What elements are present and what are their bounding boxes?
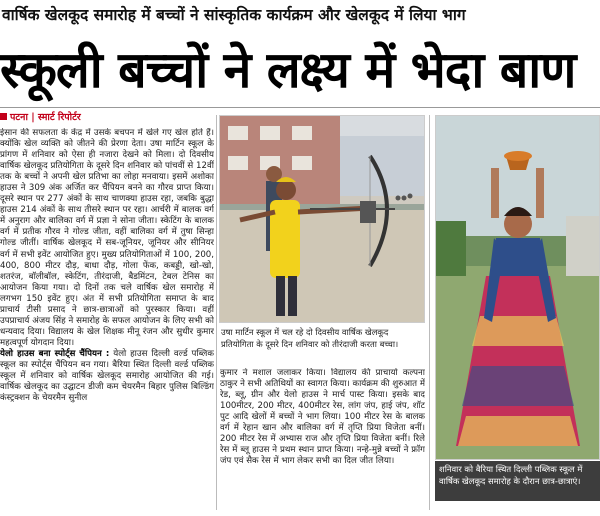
- archery-photo-illustration: [220, 116, 425, 323]
- headline-divider: [0, 107, 600, 108]
- column-divider: [429, 115, 430, 510]
- article-subhead: येलो हाउस बना स्पोर्ट्स चैंपियन :: [0, 348, 110, 359]
- article-paragraph-2: [0, 349, 214, 404]
- article-paragraph-3: कुमार ने मशाल जलाकर किया। विद्यालय की प्राचार्या कल्पना ठाकुर ने सभी अतिथियों का स्वागत किया। कार्यक्रम की शुरुआत में रेड, ब्लू, ग्रीन और येलो हाउस ने मार्च पास्ट किया। इसके बाद 100मीटर, 200 मीटर, 400मीटर रेस, लांग जंप, हाई जंप, शॉट पुट आदि खेलों में बच्चों ने भाग लिया। 100 मीटर रेस के बालक वर्ग में रेहान खान और बालिका वर्ग में तृप्ति प्रिया विजेता बनीं। 200 मीटर रेस में अभ्यास राज और तृप्ति प्रिया विजेता बनीं। रिले रेस में ब्लू हाउस ने प्रथम स्थान प्राप्त किया। नन्हे-मुन्ने बच्चों ने फ्रॉग जंप एवं सैक रेस में भाग लेकर सभी का दिल जीत लिया।: [220, 368, 425, 467]
- article-paragraph-1: ईसान की सफलता के केंद्र में उसके बचपन में खेले गए खेल होते हैं। क्योंकि खेल व्यक्ति को जीतने की प्रेरणा देता। उषा मार्टिन स्कूल के प्रांगण में शनिवार को ऐसा ही नजारा देखने को मिला। दो दिवसीय वार्षिक खेलकूद प्रतियोगिता के दूसरे दिन शनिवार को पांचवीं से 12वीं तक के बच्चों ने अपनी खेल प्रतिभा का लोहा मनवाया। इसमें अशोका हाउस ने 309 अंक अर्जित कर चैंपियन बनने का गौरव प्राप्त किया। दूसरे स्थान पर 277 अंकों के साथ चाणक्या हाउस रहा, जबकि बुद्धा हाउस 214 अंकों के साथ तीसरे स्थान पर रहा। आर्चरी में बालक वर्ग में अनुराग और बालिका वर्ग में प्रज्ञा ने सोना जीता। स्केटिंग के बालक वर्ग में प्रतीक गौरव ने गोल्ड जीता, वहीं बालिका वर्ग में तुषा सिन्हा गोल्ड जीतीं। वार्षिक खेलकूद में सब-जूनियर, जूनियर और सीनियर वर्ग में सभी इवेंट आयोजित हुए। मुख्य प्रतियोगिताओं में 100, 200, 400, 800 मीटर दौड़, बाधा दौड़, गोला फेंक, कबड्डी, खो-खो, शतरंज, बॉलीबॉल, स्केटिंग, तीरंदाजी, बैडमिंटन, टेबल टेनिस का आयोजन किया गया। दो दिनों तक चले वार्षिक खेल समारोह में लगभग 150 इवेंट हुए। अंत में सभी प्रतियोगिता समाप्त के बाद प्राचार्य टीसी प्रसाद ने छात्र-छात्राओं को पुरस्कार किया। वहीं उपप्राचार्य अंजय सिंह ने समारोह के सफल आयोजन के लिए सभी को धन्यवाद दिया। विद्यालय के खेल शिक्षक मीनू रंजन और सुधीर कुमार महत्वपूर्ण योगदान दिया।: [0, 128, 214, 348]
- article-column-2: [220, 368, 425, 500]
- column-divider: [216, 115, 217, 510]
- cultural-dance-photo-illustration: [436, 116, 600, 460]
- dateline-text: पटना | स्मार्ट रिपोर्टर: [10, 112, 81, 123]
- archery-photo-caption: उषा मार्टिन स्कूल में चल रहे दो दिवसीय वार्षिक खेलकूद प्रतियोगिता के दूसरे दिन शनिवार को तीरंदाजी करता बच्चा।: [219, 325, 425, 363]
- cultural-dance-photo-caption: शनिवार को बैरिया स्थित दिल्ली पब्लिक स्कूल में वार्षिक खेलकूद समारोह के दौरान छात्र-छात्राएं।: [435, 461, 600, 501]
- dateline: [0, 111, 215, 125]
- article-paragraph-2-text: येलो हाउस दिल्ली वर्ल्ड पब्लिक स्कूल का स्पोर्ट्स चैंपियन बन गया। बैरिया स्थित दिल्ली वर्ल्ड पब्लिक स्कूल में शनिवार को वार्षिक खेलकूद समारोह आयोजित की गई। वार्षिक खेलकूद का उद्घाटन डीजी कम चेयरमैन बिहार पुलिस बिल्डिंग कंस्ट्रक्शन के चेयरमैन सुनील: [0, 348, 214, 404]
- dateline-marker-icon: [0, 113, 7, 120]
- article-column-1: [0, 128, 214, 510]
- main-headline: स्कूली बच्चों ने लक्ष्य में भेदा बाण: [0, 40, 576, 99]
- cultural-dance-photo: [435, 115, 600, 460]
- kicker-headline: वार्षिक खेलकूद समारोह में बच्चों ने सांस्कृतिक कार्यक्रम और खेलकूद में लिया भाग: [2, 5, 466, 24]
- archery-photo: [219, 115, 425, 323]
